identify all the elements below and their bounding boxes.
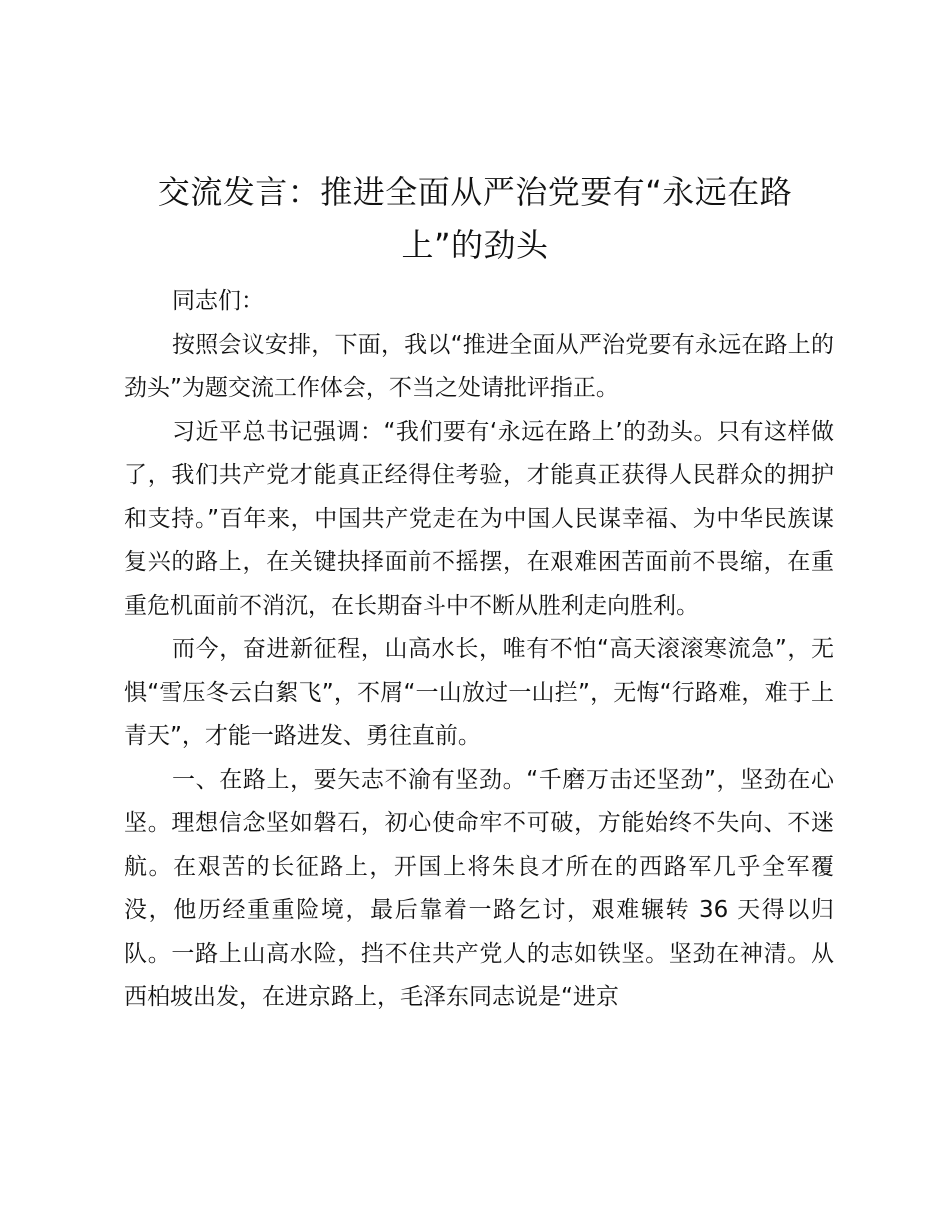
document-title: 交流发言：推进全面从严治党要有“永远在路上”的劲头 [157, 173, 793, 264]
document-body [124, 280, 834, 1020]
paragraph-new-journey: 而今，奋进新征程，山高水长，唯有不怕“高天滚滚寒流急”，无惧“雪压冬云白絮飞”，不屑“一山放过一山拦”，无悔“行路难，难于上青天”，才能一路进发、勇往直前。 [124, 636, 834, 749]
salutation: 同志们： [172, 288, 264, 314]
paragraph-quote: 习近平总书记强调：“我们要有‘永远在路上’的劲头。只有这样做了，我们共产党才能真正经得住考验，才能真正获得人民群众的拥护和支持。”百年来，中国共产党走在为中国人民谋幸福、为中华民族谋复兴的路上，在关键抉择面前不摇摆，在艰难困苦面前不畏缩，在重重危机面前不消沉，在长期奋斗中不断从胜利走向胜利。 [124, 418, 834, 619]
paragraph-intro: 按照会议安排，下面，我以“推进全面从严治党要有永远在路上的劲头”为题交流工作体会，不当之处请批评指正。 [124, 331, 834, 401]
paragraph-section-one: 一、在路上，要矢志不渝有坚劲。“千磨万击还坚劲”，坚劲在心坚。理想信念坚如磐石，初心使命牢不可破，方能始终不失向、不迷航。在艰苦的长征路上，开国上将朱良才所在的西路军几乎全军覆没，他历经重重险境，最后靠着一路乞讨，艰难辗转 36 天得以归队。一路上山高水险，挡不住共产党人的志如铁坚。坚劲在神清。从西柏坡出发，在进京路上，毛泽东同志说是“进京 [124, 766, 834, 1010]
